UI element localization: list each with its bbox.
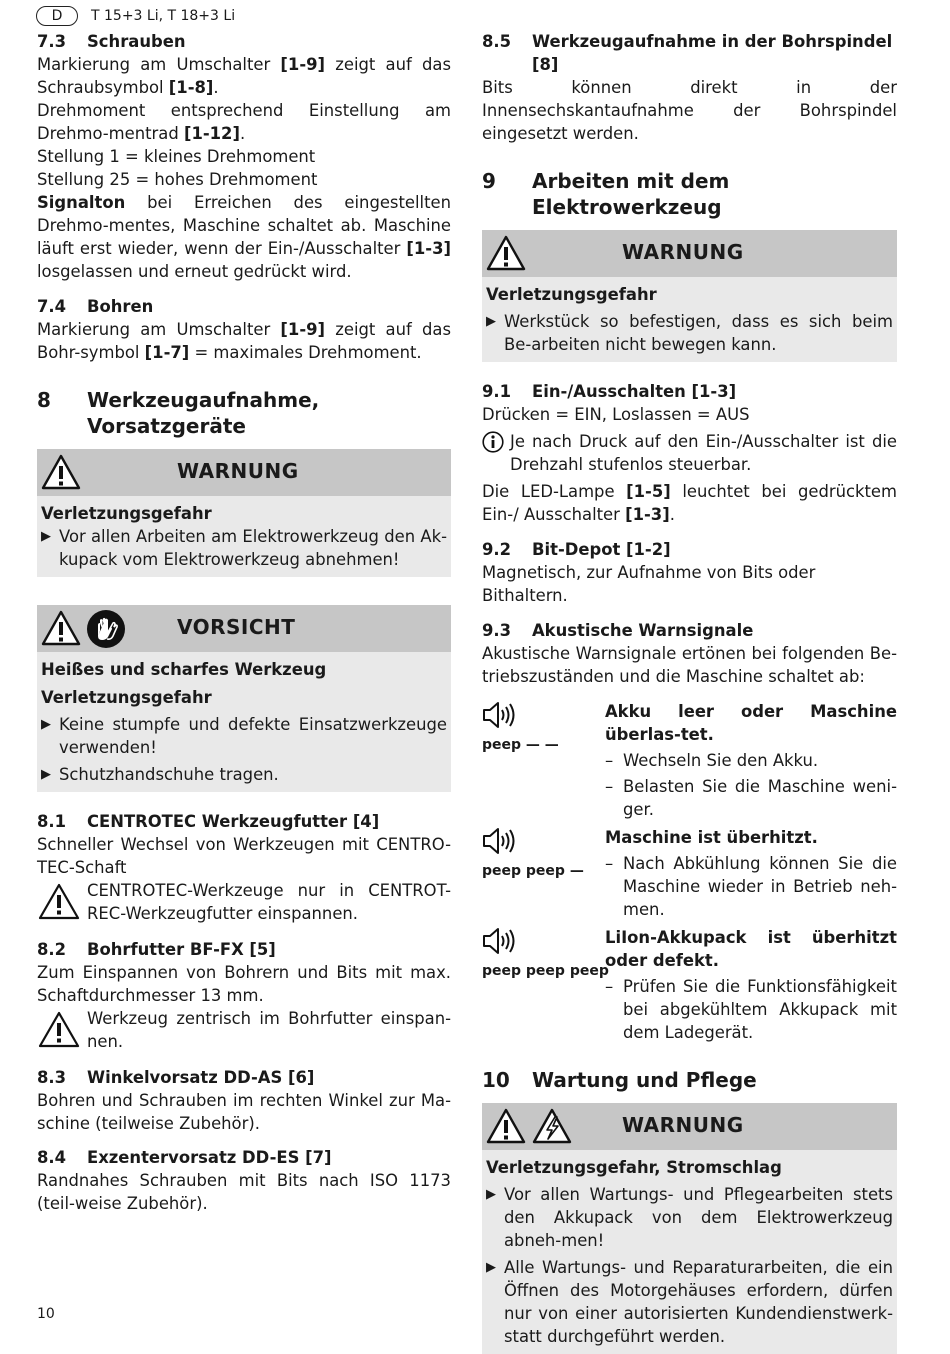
section-heading-8-1: 8.1 CENTROTEC Werkzeugfutter [4]: [37, 812, 380, 831]
left-column: [37, 30, 451, 1215]
bullet-item: ▶ Vor allen Arbeiten am Elektrowerkzeug den Ak-kupack vom Elektrowerkzeug abnehmen!: [41, 527, 447, 569]
language-badge: D: [36, 6, 78, 26]
bullet-item: ▶ Werkstück so befestigen, dass es sich beim Be-arbeiten nicht bewegen kann.: [486, 312, 893, 354]
caution-box: [37, 605, 451, 792]
paragraph: Stellung 25 = hohes Drehmoment: [37, 170, 318, 189]
section-heading-8-2: 8.2 Bohrfutter BF-FX [5]: [37, 940, 276, 959]
section-heading-7-3: 7.3 Schrauben: [37, 32, 186, 51]
bullet-item: ▶ Schutzhandschuhe tragen.: [41, 765, 279, 784]
bullet-item: ▶ Vor allen Wartungs- und Pflegearbeiten stets den Akkupack von dem Elektrowerkzeug abneh-men!: [486, 1185, 893, 1250]
warning-label: WARNUNG: [622, 1113, 744, 1137]
warning-triangle-icon: [40, 453, 82, 491]
signal-title: Akku leer oder Maschine überlas-tet.: [605, 702, 897, 744]
info-note: Je nach Druck auf den Ein-/Ausschalter ist die Drehzahl stufenlos steuerbar.: [482, 430, 897, 476]
gloves-icon: [86, 609, 126, 649]
paragraph: Drücken = EIN, Loslassen = AUS: [482, 405, 750, 424]
speaker-icon: [482, 700, 518, 730]
bullet-item: ▶ Alle Wartungs- und Reparaturarbeiten, die ein Öffnen des Motorgehäuses erfordern, dürfen nur von einer autorisierten Kundendienstwerk-statt durchgeführt werden.: [486, 1258, 893, 1346]
paragraph: Signalton bei Erreichen des eingestellten Drehmo-mentes, Maschine schaltet ab. Maschine läuft erst wieder, wenn der Ein-/Ausschalter [1-3] losgelassen und erneut gedrückt wird.: [37, 193, 451, 281]
page-header: [36, 5, 235, 27]
warning-note: CENTROTEC-Werkzeuge nur in CENTROT-REC-Werkzeugfutter einspannen.: [37, 879, 451, 927]
electric-shock-icon: [531, 1107, 573, 1145]
bullet-item: ▶ Keine stumpfe und defekte Einsatzwerkzeuge verwenden!: [41, 715, 447, 757]
paragraph: Schneller Wechsel von Werkzeugen mit CENTRO-TEC-Schaft: [37, 835, 451, 877]
paragraph: Zum Einspannen von Bohrern und Bits mit max. Schaftdurchmesser 13 mm.: [37, 963, 451, 1005]
speaker-icon: [482, 926, 518, 956]
chapter-heading-9: 9 Arbeiten mit dem Elektrowerkzeug: [482, 169, 730, 219]
paragraph: Akustische Warnsignale ertönen bei folgenden Be-triebszuständen und die Maschine schaltet ab:: [482, 644, 897, 686]
chapter-heading-10: 10 Wartung und Pflege: [482, 1068, 757, 1092]
section-heading-8-3: 8.3 Winkelvorsatz DD-AS [6]: [37, 1068, 315, 1087]
warning-triangle-icon: [37, 881, 81, 921]
warning-triangle-icon: [485, 234, 527, 272]
paragraph: Drehmoment entsprechend Einstellung am Drehmo-mentrad [1-12].: [37, 101, 451, 143]
signal-row: [482, 826, 897, 921]
hazard-title: Verletzungsgefahr: [41, 688, 212, 707]
warning-box: [37, 449, 451, 577]
warning-triangle-icon: [485, 1107, 527, 1145]
page-number: 10: [37, 1306, 55, 1322]
warning-bar: [482, 1103, 897, 1150]
paragraph: Bits können direkt in der Innensechskantaufnahme der Bohrspindel eingesetzt werden.: [482, 78, 897, 143]
right-column: [482, 30, 897, 1354]
warning-box: [482, 1103, 897, 1354]
peep-pattern: peep peep —: [482, 863, 584, 879]
warning-note: Werkzeug zentrisch im Bohrfutter einspan-nen.: [37, 1007, 451, 1055]
signal-row: [482, 700, 897, 821]
warning-box: [482, 230, 897, 362]
paragraph: Markierung am Umschalter [1-9] zeigt auf das Bohr-symbol [1-7] = maximales Drehmoment.: [37, 320, 451, 362]
warning-label: WARNUNG: [622, 240, 744, 264]
dash-item: – Prüfen Sie die Funktionsfähigkeit bei abgekühltem Akkupack mit dem Ladegerät.: [605, 977, 897, 1042]
section-heading-8-4: 8.4 Exzentervorsatz DD-ES [7]: [37, 1148, 332, 1167]
dash-item: – Belasten Sie die Maschine weni-ger.: [605, 777, 897, 819]
speaker-icon: [482, 826, 518, 856]
hazard-title: Heißes und scharfes Werkzeug: [41, 660, 327, 679]
paragraph: Randnahes Schrauben mit Bits nach ISO 1173 (teil-weise Zubehör).: [37, 1171, 451, 1213]
paragraph: Markierung am Umschalter [1-9] zeigt auf das Schraubsymbol [1-8].: [37, 55, 451, 97]
signal-title: LiIon-Akkupack ist überhitzt oder defekt.: [605, 928, 897, 970]
peep-pattern: peep peep peep: [482, 963, 609, 979]
hazard-title: Verletzungsgefahr, Stromschlag: [486, 1158, 782, 1177]
paragraph: Bohren und Schrauben im rechten Winkel zur Ma-schine (teilweise Zubehör).: [37, 1091, 451, 1133]
caution-label: VORSICHT: [177, 615, 296, 639]
paragraph: Stellung 1 = kleines Drehmoment: [37, 147, 316, 166]
dash-item: – Wechseln Sie den Akku.: [605, 751, 819, 770]
peep-pattern: peep — —: [482, 737, 559, 753]
section-heading-7-4: 7.4 Bohren: [37, 297, 154, 316]
section-heading-8-5: 8.5 Werkzeugaufnahme in der Bohrspindel [8]: [482, 32, 893, 74]
info-icon: [482, 431, 504, 453]
warning-triangle-icon: [40, 609, 82, 647]
warning-triangle-icon: [37, 1009, 81, 1049]
warning-bar: [482, 230, 897, 277]
section-heading-9-2: 9.2 Bit-Depot [1-2]: [482, 540, 671, 559]
hazard-title: Verletzungsgefahr: [486, 285, 657, 304]
dash-item: – Nach Abkühlung können Sie die Maschine wieder in Betrieb neh-men.: [605, 854, 897, 919]
paragraph: Magnetisch, zur Aufnahme von Bits oder Bithaltern.: [482, 563, 816, 605]
model-title: T 15+3 Li, T 18+3 Li: [91, 7, 236, 24]
caution-bar: [37, 605, 451, 652]
hazard-title: Verletzungsgefahr: [41, 504, 212, 523]
signal-title: Maschine ist überhitzt.: [605, 828, 818, 847]
warning-label: WARNUNG: [177, 459, 299, 483]
warning-bar: [37, 449, 451, 496]
section-heading-9-3: 9.3 Akustische Warnsignale: [482, 621, 754, 640]
paragraph: Die LED-Lampe [1-5] leuchtet bei gedrücktem Ein-/ Ausschalter [1-3].: [482, 482, 897, 524]
section-heading-9-1: 9.1 Ein-/Ausschalten [1-3]: [482, 382, 737, 401]
chapter-heading-8: 8 Werkzeugaufnahme, Vorsatzgeräte: [37, 388, 320, 438]
signal-row: [482, 926, 897, 1044]
